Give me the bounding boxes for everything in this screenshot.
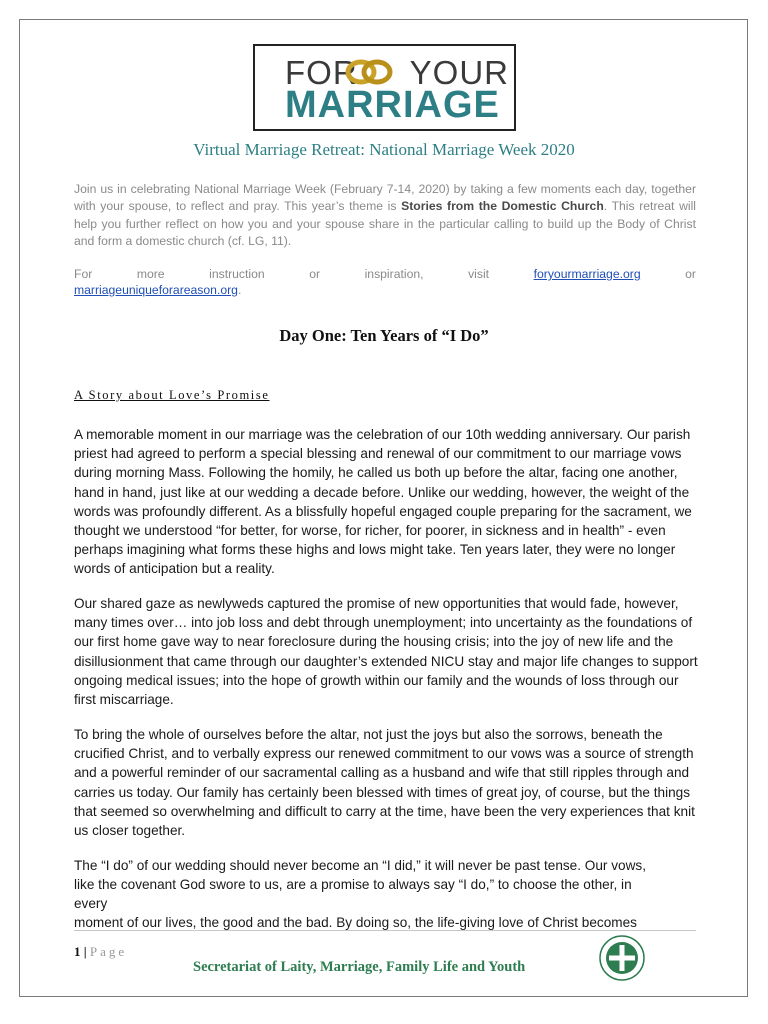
for-your-marriage-logo <box>253 44 516 131</box>
intro-paragraph: Join us in celebrating National Marriage Week (February 7-14, 2020) by taking a few moments each day, together with your spouse, to reflect and pray. This year’s theme is Stories from the Domestic Church. This retreat will help you further reflect on how you and your spouse share in the particular calling to build up the Body of Christ and form a domestic church (cf. LG, 11). <box>74 182 696 248</box>
story-paragraph: moment of our lives, the good and the bad. By doing so, the life-giving love of Christ becomes <box>74 915 637 930</box>
page-number: 1 | Page <box>74 944 128 959</box>
retreat-title: Virtual Marriage Retreat: National Marriage Week 2020 <box>193 140 575 159</box>
logo-line1: FOR YOUR <box>285 54 510 91</box>
story-paragraph: Our shared gaze as newlyweds captured the promise of new opportunities that would fade, however, many times over… into job loss and debt through unemployment; into uncertainty as the foundations of our first home gave way to near foreclosure during the housing crisis; into the joy of new life and the disillusionment that came through our daughter’s extended NICU stay and major life changes to support ongoing medical issues; into the hope of growth within our family and the wounds of loss through our first miscarriage. <box>74 596 698 708</box>
story-heading: A Story about Love’s Promise <box>74 388 270 402</box>
foryourmarriage-link[interactable]: foryourmarriage.org <box>533 267 641 281</box>
story-paragraph: To bring the whole of ourselves before the altar, not just the joys but also the sorrows, beneath the crucified Christ, and to verbally express our renewed commitment to our vows was a source of strength and a powerful reminder of our sacramental calling as a husband and wife that still ripples through and carries us today. Our family has certainly been blessed with times of great joy, of course, but the things that seemed so overwhelming and difficult to carry at the time, have been the very experiences that knit us closer together. <box>74 727 695 839</box>
logo-line2: MARRIAGE <box>285 84 500 126</box>
story-paragraph: A memorable moment in our marriage was the celebration of our 10th wedding anniversary. Our parish priest had agreed to perform a special blessing and renewal of our commitment to our marriage vows during morning Mass. Following the homily, he called us both up before the altar, facing one another, hand in hand, just like at our wedding a decade before. Unlike our wedding, however, the weight of the words was profoundly different. As a blissfully hopeful engaged couple preparing for the sacrament, we thought we understood “for better, for worse, for richer, for poorer, in sickness and in health” - even perhaps imagining what forms these highs and lows might take. Ten years later, they were no longer words of anticipation but a reality. <box>74 427 692 577</box>
day-title: Day One: Ten Years of “I Do” <box>279 326 489 345</box>
bishops-seal-icon <box>598 934 646 982</box>
more-info: For more instruction or inspiration, visit foryourmarriage.org or marriageuniqueforareason.org. <box>74 267 696 297</box>
story-paragraph: The “I do” of our wedding should never become an “I did,” it will never be past tense. Our vows, like the covenant God swore to us, are a promise to always say “I do,” to choose the other, in every <box>74 858 646 912</box>
footer-org: Secretariat of Laity, Marriage, Family Life and Youth <box>193 959 526 975</box>
theme-text: Stories from the Domestic Church <box>401 199 604 214</box>
footer-divider <box>74 930 696 931</box>
marriageuniqueforareason-link[interactable]: marriageuniqueforareason.org <box>74 283 238 297</box>
